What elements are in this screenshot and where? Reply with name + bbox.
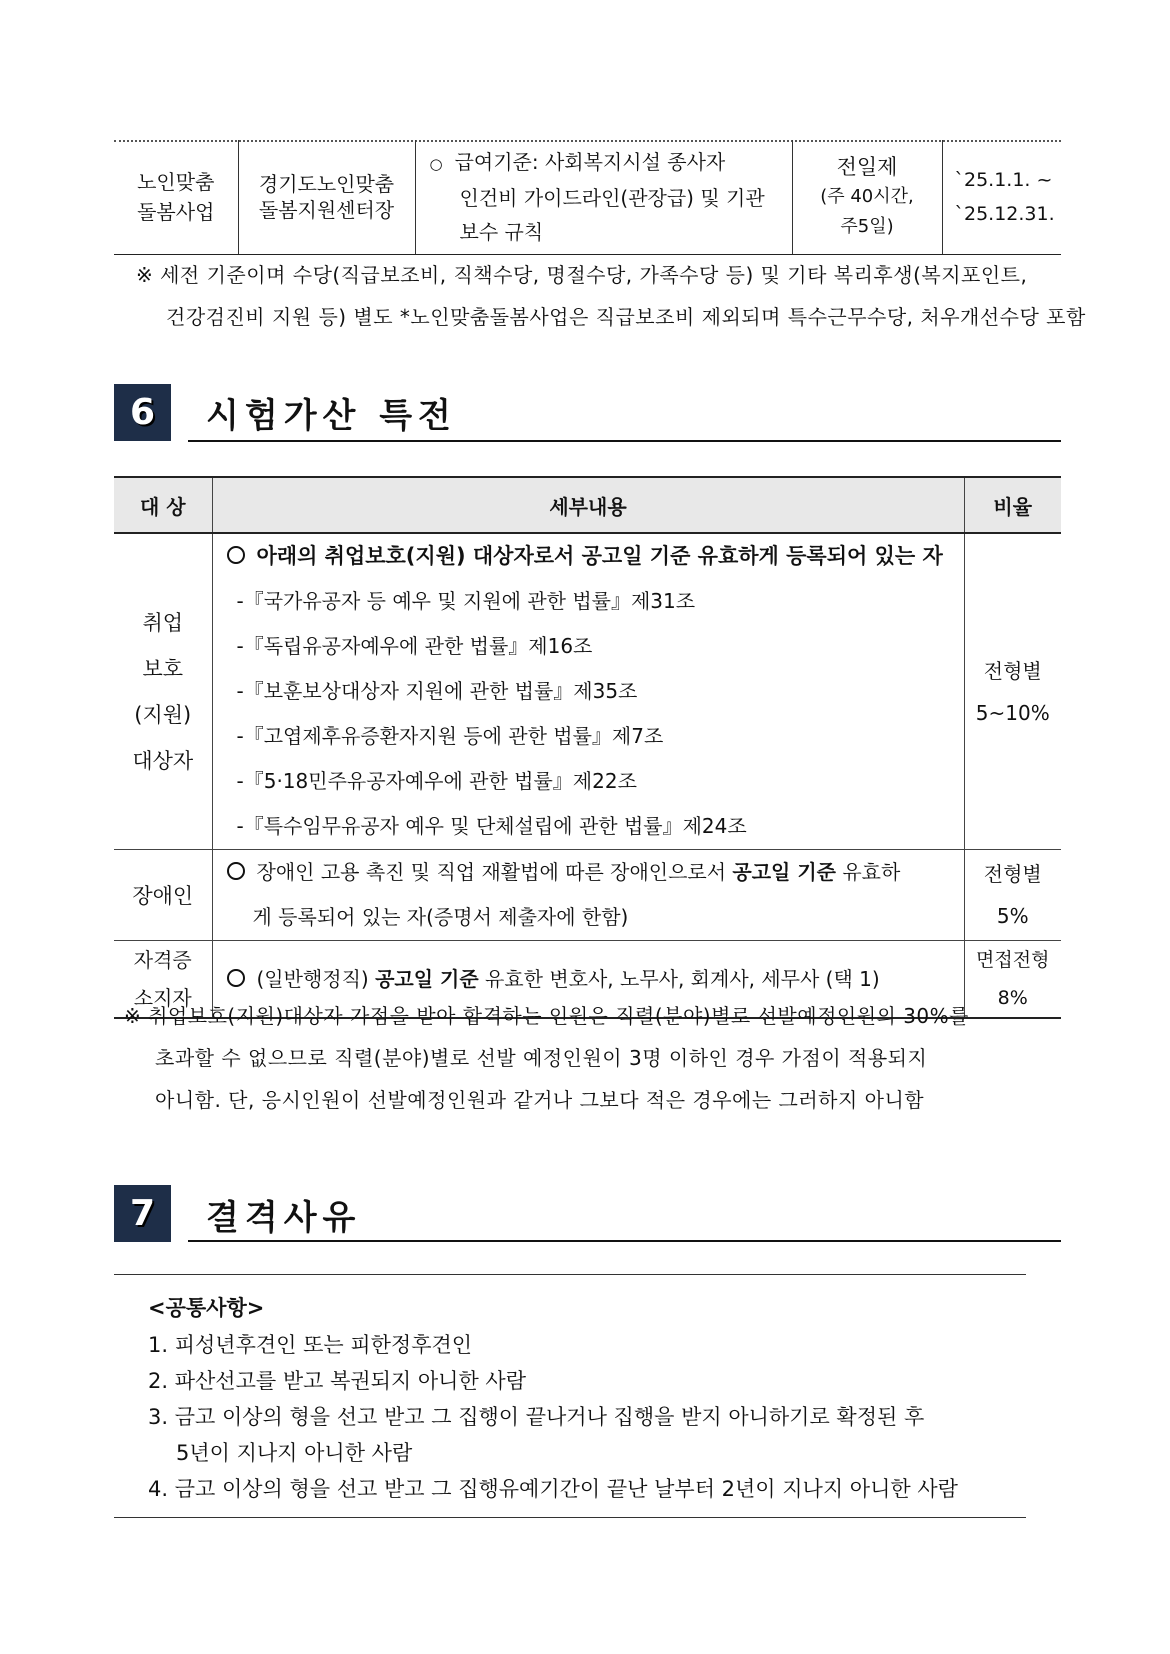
bonus-note-line: 아니함. 단, 응시인원이 선발예정인원과 같거나 그보다 적은 경우에는 그러하지 아니함 — [155, 1088, 925, 1112]
work-line: 전일제 — [836, 155, 898, 179]
target-line: 보호 — [142, 656, 184, 681]
bonus-note-line: ※ 취업보호(지원)대상자 가점을 받아 합격하는 인원은 직렬(분야)별로 선발예정인원의 30%를 — [124, 1004, 969, 1028]
header-details: 세부내용 — [212, 477, 964, 533]
section-number-6: 6 — [114, 384, 171, 441]
law-item: -『특수임무유공자 예우 및 단체설립에 관한 법률』제24조 — [236, 814, 747, 838]
work-line: (주 40시간, — [820, 186, 914, 207]
circle-bullet-icon — [227, 546, 245, 564]
details-text: 유효하 — [835, 860, 901, 884]
law-item: -『보훈보상대상자 지원에 관한 법률』제35조 — [236, 679, 638, 703]
details-line — [213, 957, 964, 1002]
program-line: 돌봄사업 — [137, 200, 215, 224]
salary-note-line: ※ 세전 기준이며 수당(직급보조비, 직책수당, 명절수당, 가족수당 등) 및 기타 복리후생(복지포인트, — [136, 263, 1028, 287]
details-line: 게 등록되어 있는 자(증명서 제출자에 한함) — [252, 905, 629, 929]
work-line: 주5일) — [840, 216, 894, 237]
details-text: (일반행정직) — [256, 966, 376, 991]
details-text: 장애인 고용 촉진 및 직업 재활법에 따른 장애인으로서 — [256, 860, 733, 884]
period-cell — [942, 140, 1061, 254]
target-line: (지원) — [134, 702, 192, 727]
section-underline — [188, 1240, 1061, 1242]
bullet-icon: ○ — [429, 155, 443, 173]
bonus-table — [114, 476, 1061, 1019]
pay-line — [430, 145, 792, 181]
header-rate: 비율 — [964, 477, 1061, 533]
law-item: -『5·18민주유공자예우에 관한 법률』제22조 — [236, 769, 637, 793]
details-emphasis: 공고일 기준 — [732, 860, 836, 884]
pay-line: 인건비 가이드라인(관장급) 및 기관 — [459, 186, 765, 210]
salary-row — [114, 140, 1061, 254]
pay-line: 보수 규칙 — [459, 220, 544, 244]
list-item: 2. 파산선고를 받고 복권되지 아니한 사람 — [148, 1369, 526, 1393]
section-number-7: 7 — [114, 1185, 171, 1242]
table-header-row — [114, 477, 1061, 533]
lead-text: 아래의 취업보호(지원) 대상자로서 공고일 기준 유효하게 등록되어 있는 자 — [256, 544, 943, 568]
list-item: 4. 금고 이상의 형을 선고 받고 그 집행유예기간이 끝난 날부터 2년이 지나지 아니한 사람 — [148, 1477, 958, 1501]
rate-line: 전형별 — [983, 658, 1042, 683]
target-line: 취업 — [142, 610, 184, 635]
rate-line: 면접전형 — [976, 949, 1050, 971]
details-text: 유효한 변호사, 노무사, 회계사, 세무사 (택 1) — [478, 966, 880, 991]
rate-line: 5% — [996, 904, 1029, 928]
rate-cell — [964, 941, 1061, 1019]
table-row — [114, 533, 1061, 850]
list-item: 3. 금고 이상의 형을 선고 받고 그 집행이 끝나거나 집행을 받지 아니하기로 확정된 후 — [148, 1405, 925, 1429]
rate-line: 5~10% — [975, 700, 1050, 725]
list-item: 1. 피성년후견인 또는 피한정후견인 — [148, 1333, 473, 1357]
section-title-exam-bonus: 시험가산 특전 — [206, 396, 457, 436]
pay-text: 급여기준: 사회복지시설 종사자 — [454, 150, 726, 174]
period-line: `25.1.1. ~ — [954, 169, 1053, 191]
details-cell — [212, 533, 964, 850]
details-lead — [213, 534, 964, 579]
pay-cell — [415, 140, 792, 254]
section-title-disqualification: 결격사유 — [206, 1198, 362, 1238]
rate-line: 8% — [997, 987, 1028, 1009]
program-line: 노인맞춤 — [137, 170, 215, 194]
target-disabled: 장애인 — [114, 850, 212, 941]
org-line: 돌봄지원센터장 — [258, 198, 395, 222]
target-line: 자격증 — [133, 948, 192, 972]
details-emphasis: 공고일 기준 — [375, 966, 479, 991]
circle-bullet-icon — [227, 862, 245, 880]
rate-line: 전형별 — [983, 862, 1042, 886]
period-line: `25.12.31. — [954, 203, 1055, 225]
law-item: -『독립유공자예우에 관한 법률』제16조 — [236, 634, 593, 658]
circle-bullet-icon — [227, 969, 245, 987]
details-line — [213, 850, 964, 895]
details-cell — [212, 850, 964, 941]
section-underline — [188, 440, 1061, 442]
salary-note-line: 건강검진비 지원 등) 별도 *노인맞춤돌봄사업은 직급보조비 제외되며 특수근무수당, 처우개선수당 포함 — [166, 305, 1086, 329]
rate-cell — [964, 850, 1061, 941]
org-cell — [238, 140, 415, 254]
law-item: -『고엽제후유증환자지원 등에 관한 법률』제7조 — [236, 724, 664, 748]
law-item: -『국가유공자 등 예우 및 지원에 관한 법률』제31조 — [236, 589, 696, 613]
common-heading: <공통사항> — [148, 1296, 265, 1320]
target-employment-protection — [114, 533, 212, 850]
work-cell — [792, 140, 942, 254]
org-line: 경기도노인맞춤 — [258, 172, 395, 196]
common-box-bottom — [114, 1517, 1026, 1518]
common-box-top — [114, 1274, 1026, 1275]
bonus-note-line: 초과할 수 없으므로 직렬(분야)별로 선발 예정인원이 3명 이하인 경우 가점이 적용되지 — [155, 1046, 928, 1070]
target-line: 소지자 — [133, 986, 192, 1010]
list-item-continued: 5년이 지나지 아니한 사람 — [176, 1441, 413, 1465]
program-cell — [114, 140, 238, 254]
salary-table — [114, 140, 1061, 254]
table-row — [114, 850, 1061, 941]
header-target: 대 상 — [114, 477, 212, 533]
rate-cell — [964, 533, 1061, 850]
target-line: 대상자 — [132, 748, 194, 773]
